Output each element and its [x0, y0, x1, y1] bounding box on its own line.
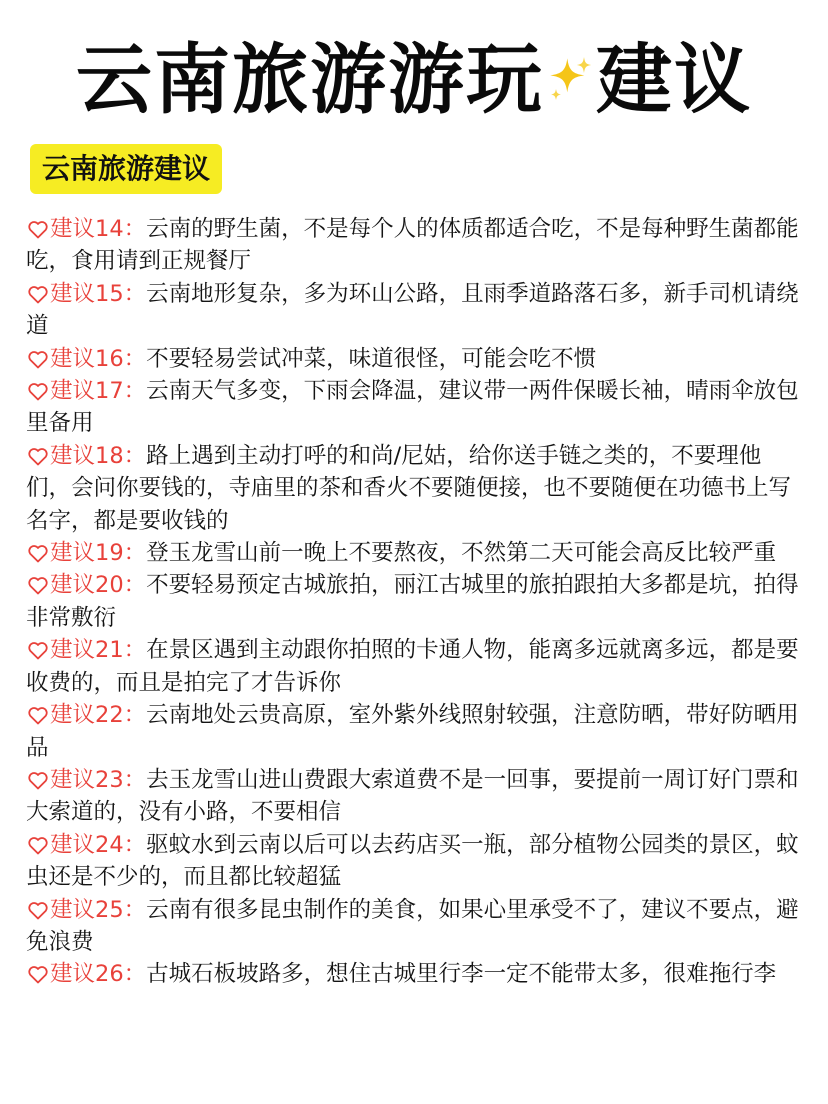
list-item	[26, 343, 806, 375]
list-item	[26, 278, 806, 343]
tip-text: 路上遇到主动打呼的和尚/尼姑，给你送手链之类的，不要理他们，会问你要钱的，寺庙里的茶和香火不要随便接，也不要随便在功德书上写名字，都是要收钱的	[26, 442, 792, 534]
heart-icon	[26, 440, 50, 472]
tip-label: 建议20：	[50, 572, 147, 599]
heart-icon	[26, 764, 50, 796]
list-item	[26, 699, 806, 764]
title-main: 云南旅游游玩	[76, 35, 544, 124]
tip-text: 去玉龙雪山进山费跟大索道费不是一回事，要提前一周订好门票和大索道的，没有小路，不要相信	[26, 766, 799, 826]
tip-text: 不要轻易尝试冲菜，味道很怪，可能会吃不惯	[146, 345, 597, 372]
list-item	[26, 894, 806, 959]
tip-label: 建议23：	[50, 766, 147, 793]
tip-text: 云南天气多变，下雨会降温，建议带一两件保暖长袖，晴雨伞放包里备用	[26, 378, 799, 437]
list-item	[26, 440, 806, 537]
sparkle-icon	[548, 55, 592, 103]
list-item	[26, 829, 806, 894]
list-item	[26, 764, 806, 829]
tip-label: 建议18：	[50, 442, 147, 469]
heart-icon	[26, 634, 50, 666]
heart-icon	[26, 213, 50, 245]
page-title	[0, 30, 828, 130]
tip-label: 建议22：	[50, 702, 147, 729]
tip-text: 不要轻易预定古城旅拍，丽江古城里的旅拍跟拍大多都是坑，拍得非常敷衍	[26, 572, 799, 631]
tip-label: 建议26：	[50, 961, 147, 988]
tip-text: 云南地形复杂，多为环山公路，且雨季道路落石多，新手司机请绕道	[26, 280, 799, 340]
heart-icon	[26, 699, 50, 731]
tip-text: 云南地处云贵高原，室外紫外线照射较强，注意防晒，带好防晒用品	[26, 702, 799, 761]
tip-label: 建议24：	[50, 831, 147, 858]
heart-icon	[26, 537, 50, 569]
list-item	[26, 375, 806, 440]
heart-icon	[26, 894, 50, 926]
tip-label: 建议17：	[50, 378, 147, 405]
section-tag: 云南旅游建议	[30, 144, 222, 194]
heart-icon	[26, 343, 50, 375]
tip-label: 建议21：	[50, 637, 147, 664]
tip-text: 登玉龙雪山前一晚上不要熬夜，不然第二天可能会高反比较严重	[146, 540, 777, 567]
tip-label: 建议14：	[50, 216, 147, 242]
tip-text: 驱蚊水到云南以后可以去药店买一瓶，部分植物公园类的景区，蚊虫还是不少的，而且都比较超猛	[26, 831, 799, 891]
tip-text: 云南有很多昆虫制作的美食，如果心里承受不了，建议不要点，避免浪费	[26, 896, 799, 955]
heart-icon	[26, 569, 50, 601]
heart-icon	[26, 958, 50, 990]
list-item	[26, 634, 806, 699]
heart-icon	[26, 375, 50, 407]
list-item	[26, 537, 806, 569]
tip-label: 建议16：	[50, 345, 147, 372]
title-suffix: 建议	[596, 35, 752, 124]
heart-icon	[26, 829, 50, 861]
tip-label: 建议15：	[50, 280, 147, 307]
heart-icon	[26, 278, 50, 310]
tip-text: 古城石板坡路多，想住古城里行李一定不能带太多，很难拖行李	[146, 961, 777, 988]
tip-text: 在景区遇到主动跟你拍照的卡通人物，能离多远就离多远，都是要收费的，而且是拍完了才告诉你	[26, 637, 799, 696]
list-item	[26, 958, 806, 990]
tip-text: 云南的野生菌，不是每个人的体质都适合吃，不是每种野生菌都能吃，食用请到正规餐厅	[26, 216, 799, 275]
list-item	[26, 569, 806, 634]
list-item	[26, 213, 806, 278]
tips-list	[26, 213, 806, 991]
tip-label: 建议19：	[50, 540, 147, 567]
tip-label: 建议25：	[50, 896, 147, 923]
